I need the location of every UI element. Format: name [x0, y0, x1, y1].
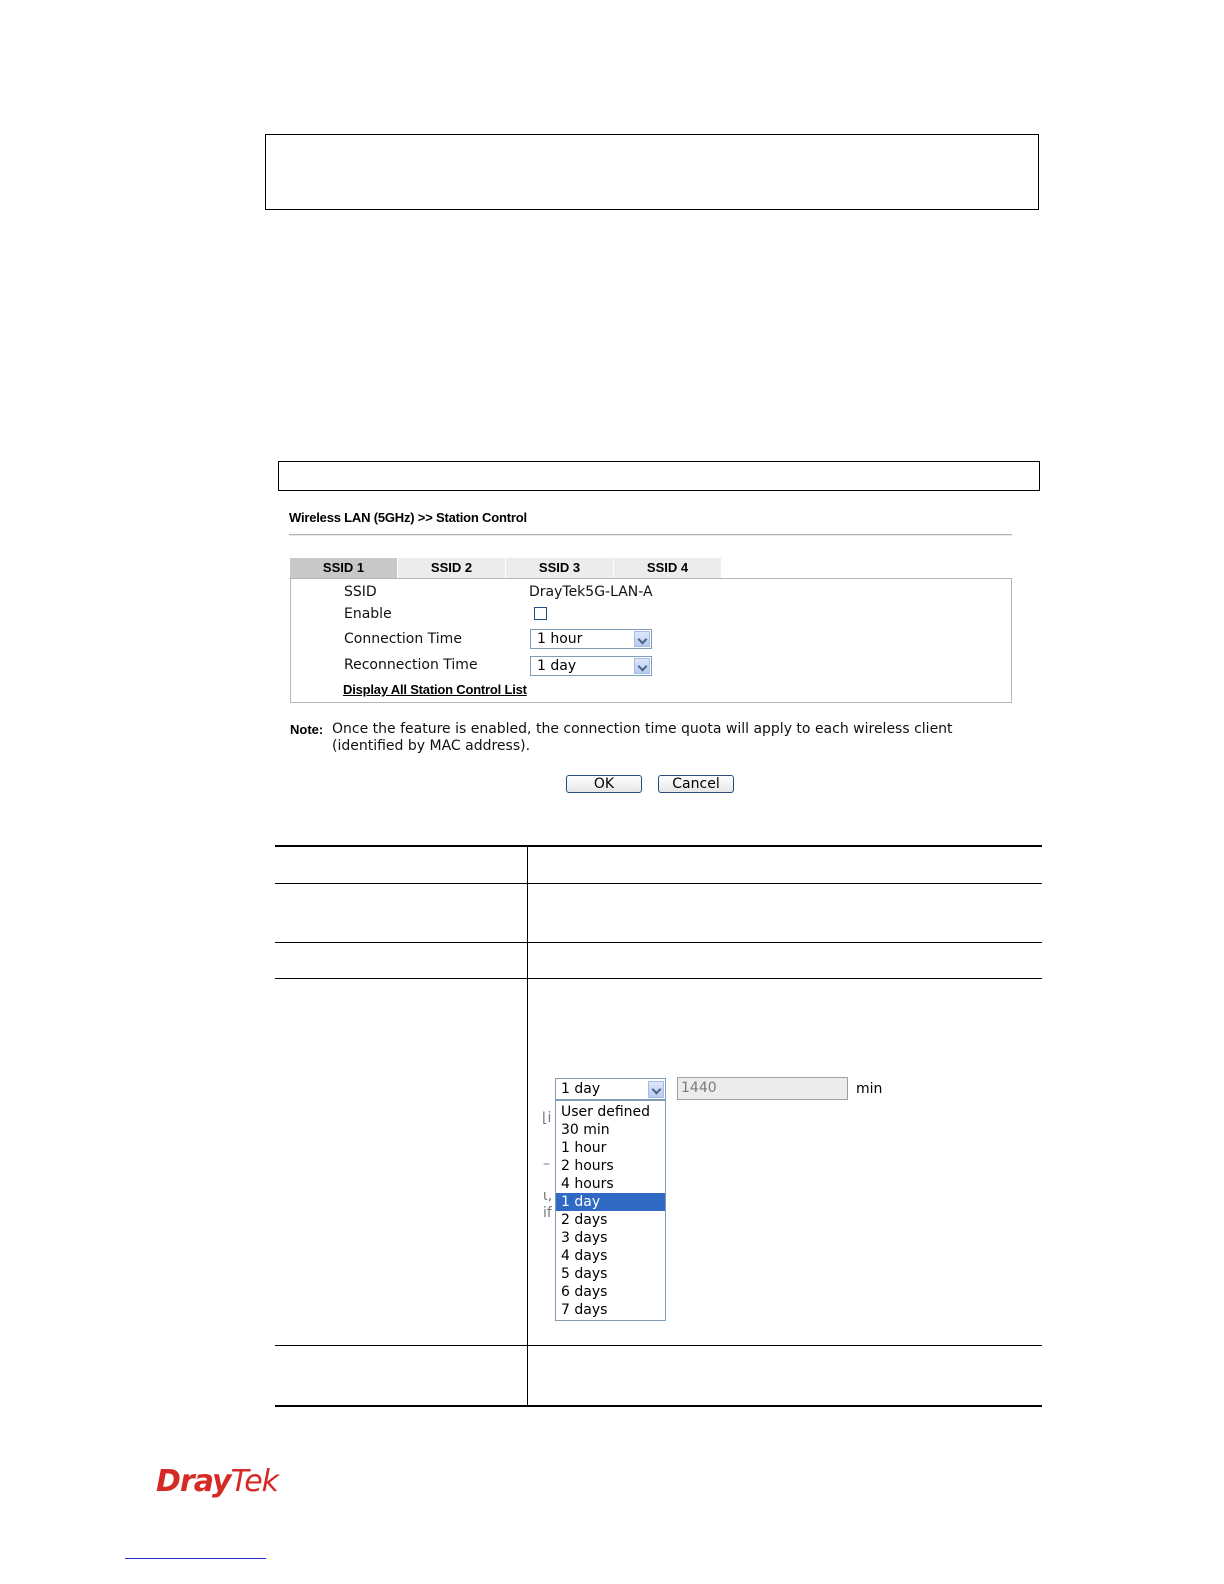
draytek-logo — [156, 1464, 278, 1499]
dropdown-option[interactable]: 30 min — [561, 1122, 610, 1138]
dropdown-option[interactable]: 2 hours — [561, 1158, 614, 1174]
dropdown-selected-value: 1 day — [561, 1081, 601, 1097]
tab-ssid-2[interactable]: SSID 2 — [398, 558, 505, 578]
connection-time-select[interactable] — [530, 629, 652, 649]
chevron-down-icon — [648, 1081, 664, 1098]
note-text: Once the feature is enabled, the connection time quota will apply to each wireless client (identified by MAC address). — [332, 721, 953, 754]
logo-dray: Dray — [156, 1464, 231, 1499]
connection-time-value: 1 hour — [537, 631, 583, 647]
obscured-fragment: ι, — [543, 1188, 553, 1204]
dropdown-option[interactable]: 7 days — [561, 1302, 608, 1318]
note-label: Note: — [290, 722, 324, 737]
display-station-control-list-link[interactable]: Display All Station Control List — [343, 682, 527, 697]
dropdown-option[interactable]: 4 hours — [561, 1176, 614, 1192]
dropdown-option[interactable]: 2 days — [561, 1212, 608, 1228]
footer-underline — [125, 1558, 266, 1559]
chevron-down-icon — [634, 658, 650, 674]
obscured-fragment: if — [543, 1205, 552, 1221]
ssid-label: SSID — [344, 584, 377, 600]
minutes-unit-label: min — [856, 1081, 883, 1097]
dropdown-options-list — [555, 1100, 666, 1321]
note-box-top — [265, 134, 1039, 210]
minutes-input[interactable]: 1440 — [677, 1077, 848, 1100]
table-bottom-border — [275, 1405, 1042, 1407]
table-row-divider — [275, 942, 1042, 943]
reconnection-time-label: Reconnection Time — [344, 657, 478, 673]
dropdown-option[interactable]: 4 days — [561, 1248, 608, 1264]
dropdown-option[interactable]: 6 days — [561, 1284, 608, 1300]
dropdown-option[interactable]: User defined — [561, 1104, 651, 1120]
title-divider — [289, 534, 1012, 536]
page-title: Wireless LAN (5GHz) >> Station Control — [289, 510, 527, 525]
dropdown-option[interactable]: 1 day — [556, 1193, 665, 1211]
enable-checkbox[interactable] — [534, 607, 547, 620]
table-row-divider — [275, 978, 1042, 979]
table-column-divider — [527, 845, 528, 1406]
tab-ssid-1[interactable]: SSID 1 — [290, 558, 397, 578]
cancel-button[interactable]: Cancel — [658, 775, 734, 793]
obscured-fragment: – — [543, 1156, 550, 1172]
ok-button[interactable]: OK — [566, 775, 642, 793]
dropdown-option[interactable]: 1 hour — [561, 1140, 607, 1156]
table-top-border — [275, 845, 1042, 847]
tab-ssid-4[interactable]: SSID 4 — [614, 558, 721, 578]
table-row-divider — [275, 1345, 1042, 1346]
tab-ssid-3[interactable]: SSID 3 — [506, 558, 613, 578]
ssid-tabs — [290, 558, 722, 578]
connection-time-label: Connection Time — [344, 631, 462, 647]
logo-tek: Tek — [230, 1464, 279, 1499]
obscured-fragment: ⌊i — [542, 1110, 552, 1126]
ssid-value: DrayTek5G-LAN-A — [529, 584, 653, 600]
reconnection-time-select[interactable] — [530, 656, 652, 676]
table-row-divider — [275, 883, 1042, 884]
chevron-down-icon — [634, 631, 650, 647]
reconnection-time-dropdown[interactable] — [555, 1078, 666, 1100]
reconnection-time-value: 1 day — [537, 658, 577, 674]
caption-box — [278, 461, 1040, 491]
enable-label: Enable — [344, 606, 392, 622]
dropdown-option[interactable]: 5 days — [561, 1266, 608, 1282]
dropdown-option[interactable]: 3 days — [561, 1230, 608, 1246]
